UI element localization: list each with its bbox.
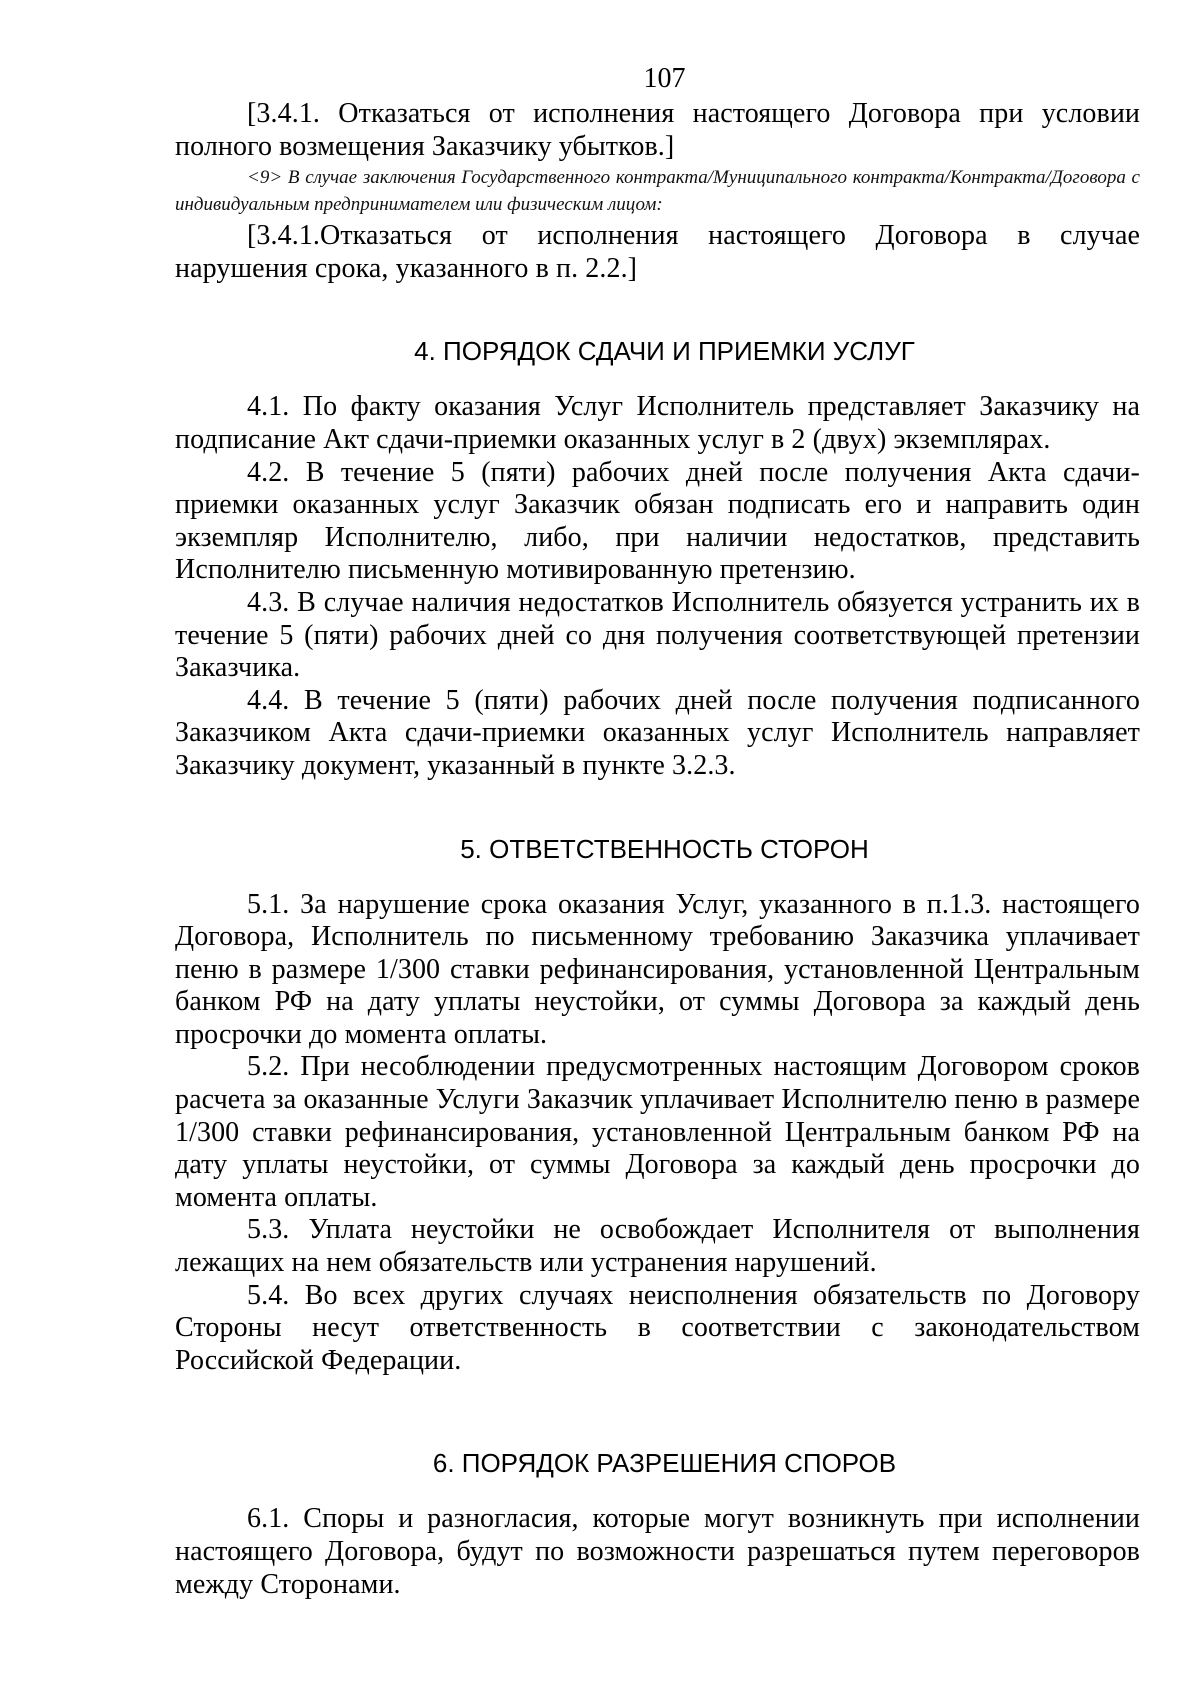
- clause-5-2: 5.2. При несоблюдении предусмотренных настоящим Договором сроков расчета за оказанные Услуги Заказчик уплачивает Исполнителю пеню в размере 1/300 ставки рефинансирования, установленной Центральным банком РФ на дату уплаты неустойки, от суммы Договора за каждый день просрочки до момента оплаты.: [175, 1051, 1140, 1213]
- clause-4-1: 4.1. По факту оказания Услуг Исполнитель представляет Заказчику на подписание Акт сдачи-приемки оказанных услуг в 2 (двух) экземплярах.: [175, 391, 1140, 455]
- footnote-9-note: <9> В случае заключения Государственного контракта/Муниципального контракта/Контракта/Договора с индивидуальным предпринимателем или физическим лицом:: [175, 167, 1140, 216]
- clause-4-2: 4.2. В течение 5 (пяти) рабочих дней после получения Акта сдачи-приемки оказанных услуг Заказчик обязан подписать его и направить один экземпляр Исполнителю, либо, при наличии недостатков, представить Исполнителю письменную мотивированную претензию.: [175, 456, 1140, 586]
- clause-3-4-1-variant-a: [3.4.1. Отказаться от исполнения настоящего Договора при условии полного возмещения Заказчику убытков.]: [175, 98, 1140, 162]
- clause-5-3: 5.3. Уплата неустойки не освобождает Исполнителя от выполнения лежащих на нем обязательств или устранения нарушений.: [175, 1214, 1140, 1279]
- clause-3-4-1-variant-b: [3.4.1.Отказаться от исполнения настоящего Договора в случае нарушения срока, указанного в п. 2.2.]: [175, 220, 1140, 284]
- section-6-heading: 6. ПОРЯДОК РАЗРЕШЕНИЯ СПОРОВ: [432, 1448, 897, 1479]
- clause-4-3: 4.3. В случае наличия недостатков Исполнитель обязуется устранить их в течение 5 (пяти) рабочих дней со дня получения соответствующей претензии Заказчика.: [175, 586, 1140, 684]
- document-page: [175, 62, 1140, 1601]
- clause-5-1: 5.1. За нарушение срока оказания Услуг, указанного в п.1.3. настоящего Договора, Исполнитель по письменному требованию Заказчика уплачивает пеню в размере 1/300 ставки рефинансирования, установленной Центральным банком РФ на дату уплаты неустойки, от суммы Договора за каждый день просрочки до момента оплаты.: [175, 888, 1140, 1050]
- clause-5-4: 5.4. Во всех других случаях неисполнения обязательств по Договору Стороны несут ответственность в соответствии с законодательством Российской Федерации.: [175, 1279, 1140, 1376]
- section-4-heading: 4. ПОРЯДОК СДАЧИ И ПРИЕМКИ УСЛУГ: [414, 336, 915, 367]
- clause-6-1: 6.1. Споры и разногласия, которые могут возникнуть при исполнении настоящего Договора, будут по возможности разрешаться путем переговоров между Сторонами.: [175, 1503, 1140, 1600]
- section-5-heading: 5. ОТВЕТСТВЕННОСТЬ СТОРОН: [460, 833, 869, 864]
- clause-4-4: 4.4. В течение 5 (пяти) рабочих дней после получения подписанного Заказчиком Акта сдачи-приемки оказанных услуг Исполнитель направляет Заказчику документ, указанный в пункте 3.2.3.: [175, 684, 1140, 781]
- page-number: 107: [643, 63, 686, 94]
